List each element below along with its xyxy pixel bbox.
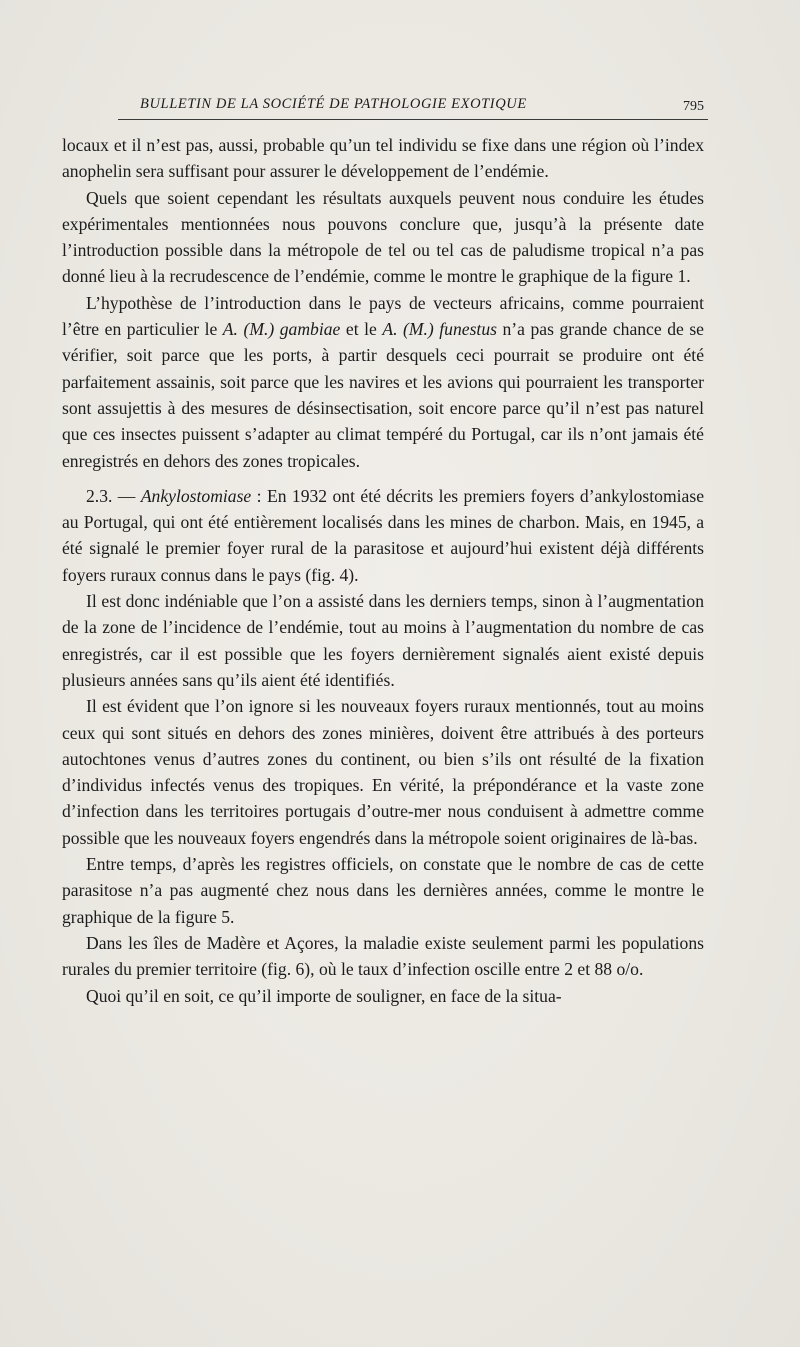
section-number: 2.3. — — [86, 485, 141, 506]
page-number: 795 — [683, 99, 704, 114]
paragraph-text: et le — [340, 319, 383, 340]
body-text — [62, 132, 704, 1009]
journal-title: BULLETIN DE LA SOCIÉTÉ DE PATHOLOGIE EXOTIQUE — [140, 96, 527, 112]
section-ankylostomiase — [62, 483, 704, 588]
section-heading: Ankylostomiase — [140, 485, 252, 506]
paragraph-official-registers: Entre temps, d’après les registres officiels, on constate que le nombre de cas de cette parasitose n’a pas augmenté chez nous dans les dernières années, comme le montre le graphique de la figure 5. — [62, 854, 704, 927]
paragraph-vector-hypothesis — [62, 290, 704, 474]
paragraph-islands: Dans les îles de Madère et Açores, la maladie existe seulement parmi les populations rurales du premier territoire (fig. 6), où le taux d’infection oscille entre 2 et 88 o/o. — [62, 932, 704, 980]
paragraph-text: L’hypothèse de l’introduction dans le pays de vecteurs africains, comme pourraient l’être en particulier le — [62, 292, 704, 340]
paragraph-increase: Il est donc indéniable que l’on a assisté dans les derniers temps, sinon à l’augmentation de la zone de l’incidence de l’endémie, tout au moins à l’augmentation du nombre de cas enregistrés, car il est possible que les foyers dernièrement signalés aient existé depuis plusieurs années sans qu’ils aient été identifiés. — [62, 591, 704, 690]
paragraph-text: : En 1932 ont été décrits les premiers foyers d’ankylostomiase au Portugal, qui ont été entièrement localisés dans les mines de charbon. Mais, en 1945, a été signalé le premier foyer rural de la parasitose et aujourd’hui existent déjà différents foyers ruraux connus dans le pays (fig. 4). — [62, 485, 705, 585]
species-name: A. (M.) gambiae — [222, 319, 341, 340]
species-name: A. (M.) funestus — [382, 319, 497, 340]
paragraph-experimental-studies: Quels que soient cependant les résultats auxquels peuvent nous conduire les études expérimentales mentionnées nous pouvons conclure que, jusqu’à la présente date l’introduction possible dans la métropole de tel ou tel cas de paludisme tropical n’a pas donné lieu à la recrudescence de l’endémie, comme le montre le graphique de la figure 1. — [62, 187, 704, 287]
paragraph-continuation: locaux et il n’est pas, aussi, probable qu’un tel individu se fixe dans une région où l’index anophelin sera suffisant pour assurer le développement de l’endémie. — [62, 135, 704, 182]
paragraph-text: n’a pas grande chance de se vérifier, soit parce que les ports, à partir desquels ceci pourrait se produire ont été parfaitement assainis, soit parce que les navires et les avions qui pourraient les transporter sont assujettis à des mesures de désinsectisation, soit encore parce qu’il n’est pas naturel que ces insectes puissent s’adapter au climat tempéré du Portugal, car ils n’ont jamais été enregistrés en dehors des zones tropicales. — [62, 319, 704, 471]
paragraph-conclusion: Quoi qu’il en soit, ce qu’il importe de souligner, en face de la situa- — [86, 985, 562, 1006]
running-header — [118, 95, 708, 120]
paragraph-origin: Il est évident que l’on ignore si les nouveaux foyers ruraux mentionnés, tout au moins ceux qui sont situés en dehors des zones minières, doivent être attribués à des porteurs autochtones venus d’autres zones du continent, ou bien s’ils ont résulté de la fixation d’individus infectés venus des tropiques. En vérité, la prépondérance et la vaste zone d’infection dans les territoires portugais d’outre-mer nous conduisent à admettre comme possible que les nouveaux foyers engendrés dans la métropole soient originaires de là-bas. — [62, 696, 704, 848]
